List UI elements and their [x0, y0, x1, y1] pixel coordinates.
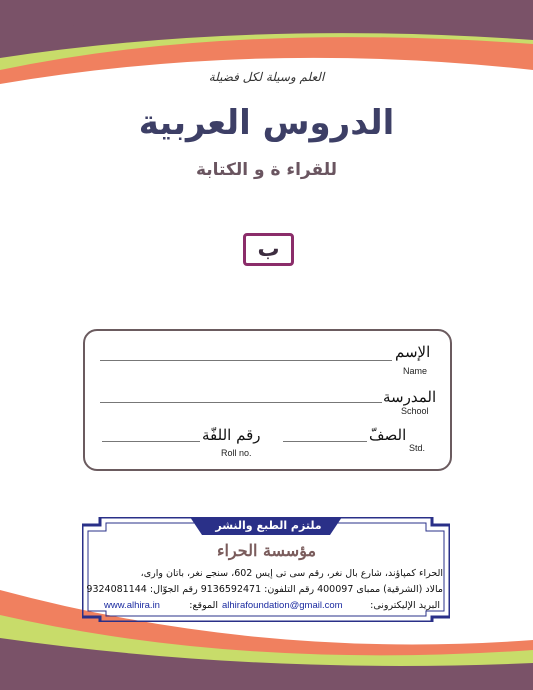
name-label-en: Name — [403, 366, 428, 376]
level-badge: ب — [243, 233, 294, 266]
publisher-address-line2: مالاد (الشرقية) ممباى 400097 رقم التلفون: 9136592471 رقم الجوّال: 9324081144 — [86, 584, 443, 595]
book-title: الدروس العربية — [138, 103, 395, 143]
website-link[interactable]: www.alhira.in — [104, 600, 160, 611]
name-field[interactable] — [100, 360, 392, 361]
motto: العلم وسيلة لكل فضيلة — [208, 70, 325, 84]
publisher-address-line1: الحراء كمپاؤند، شارع بال نغر، رقم سى تى إيس 602، سنجے نغر، باتان واری، — [140, 568, 443, 579]
publisher-header: ملتزم الطبع والنشر — [215, 519, 322, 532]
publisher-name: مؤسسة الحراء — [216, 541, 317, 560]
school-label-ar: المدرسة — [383, 388, 437, 406]
website-label: الموقع: — [189, 600, 218, 611]
std-label-ar: الصفّ — [369, 426, 407, 444]
roll-label-ar: رقم اللفّة — [202, 426, 261, 444]
name-label-ar: الإسم — [395, 343, 431, 361]
roll-field[interactable] — [102, 441, 200, 442]
roll-label-en: Roll no. — [221, 448, 252, 458]
std-field[interactable] — [283, 441, 367, 442]
email-link[interactable]: alhirafoundation@gmail.com — [222, 600, 343, 611]
email-label: البريد الإليكترونى: — [370, 600, 440, 611]
book-subtitle: للقراء ة و الكتابة — [195, 160, 338, 180]
std-label-en: Std. — [409, 443, 426, 453]
school-label-en: School — [401, 406, 429, 416]
school-field[interactable] — [100, 402, 382, 403]
